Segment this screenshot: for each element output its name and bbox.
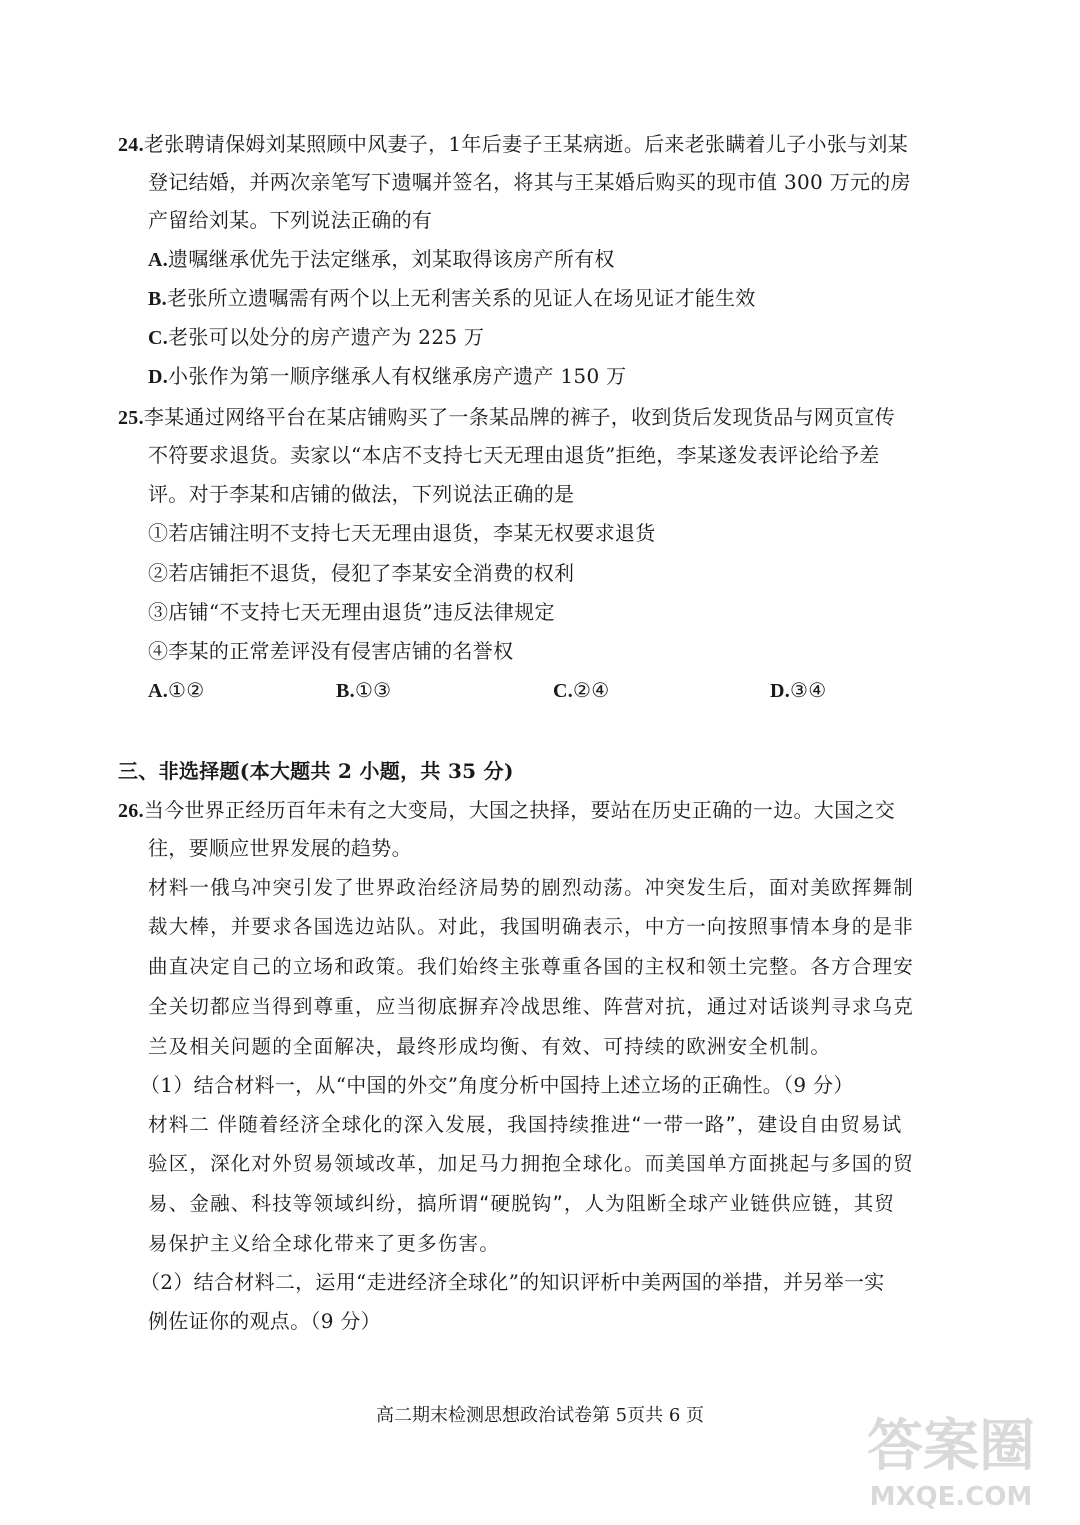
q26-material1-line5: 兰及相关问题的全面解决，最终形成均衡、有效、可持续的欧洲安全机制。 [148, 1035, 832, 1058]
q26-material1-line3: 曲直决定自己的立场和政策。我们始终主张尊重各国的主权和领土完整。各方合理安 [148, 955, 914, 978]
q25-option-a: A.①② [148, 678, 205, 702]
q25-statement-4: ④李某的正常差评没有侵害店铺的名誉权 [148, 639, 514, 663]
q26-subquestion-1: （1）结合材料一，从“中国的外交”角度分析中国持上述立场的正确性。（9 分） [140, 1073, 854, 1097]
q25-statement-3: ③店铺“不支持七天无理由退货”违反法律规定 [148, 600, 555, 624]
q26-material1-line4: 全关切都应当得到尊重，应当彻底摒弃冷战思维、阵营对抗，通过对话谈判寻求乌克 [148, 995, 914, 1018]
watermark-url: MXQE.COM [869, 1482, 1033, 1512]
page-footer: 高二期末检测思想政治试卷第 5页共 6 页 [375, 1405, 705, 1426]
q25-number: 25. [118, 407, 144, 429]
q25-line3: 评。对于李某和店铺的做法，下列说法正确的是 [148, 482, 575, 506]
q26-material1-line1: 材料一俄乌冲突引发了世界政治经济局势的剧烈动荡。冲突发生后，面对美欧挥舞制 [148, 876, 914, 899]
q24-option-d: D.小张作为第一顺序继承人有权继承房产遗产 150 万 [148, 364, 627, 388]
q24-line3: 产留给刘某。下列说法正确的有 [148, 208, 433, 232]
q25-option-c: C.②④ [553, 678, 610, 702]
q25-option-b: B.①③ [336, 678, 392, 702]
section-3-title: 三、非选择题(本大题共 2 小题，共 35 分) [118, 759, 514, 783]
q24-line1: 24.老张聘请保姆刘某照顾中风妻子，1年后妻子王某病逝。后来老张瞒着儿子小张与刘某 [118, 132, 909, 156]
q26-subquestion-2-line1: （2）结合材料二，运用“走进经济全球化”的知识评析中美两国的举措，并另举一实 [140, 1270, 885, 1294]
q26-subquestion-2-line2: 例佐证你的观点。（9 分） [148, 1309, 381, 1333]
q26-material2-line2: 验区，深化对外贸易领域改革，加足马力拥抱全球化。而美国单方面挑起与多国的贸 [148, 1152, 914, 1175]
q24-option-a: A.遗嘱继承优先于法定继承，刘某取得该房产所有权 [148, 247, 615, 271]
q25-statement-1: ①若店铺注明不支持七天无理由退货，李某无权要求退货 [148, 521, 656, 545]
q26-material2-line1: 材料二 伴随着经济全球化的深入发展，我国持续推进“一带一路”，建设自由贸易试 [148, 1113, 903, 1136]
q26-line1: 26.当今世界正经历百年未有之大变局，大国之抉择，要站在历史正确的一边。大国之交 [118, 798, 896, 822]
q25-statement-2: ②若店铺拒不退货，侵犯了李某安全消费的权利 [148, 561, 575, 585]
q25-line1: 25.李某通过网络平台在某店铺购买了一条某品牌的裤子，收到货后发现货品与网页宣传 [118, 405, 896, 429]
q26-material1-line2: 裁大棒，并要求各国选边站队。对此，我国明确表示，中方一向按照事情本身的是非 [148, 915, 914, 938]
q26-material2-line4: 易保护主义给全球化带来了更多伤害。 [148, 1232, 500, 1255]
watermark-title: 答案圈 [867, 1414, 1035, 1479]
q24-line2: 登记结婚，并两次亲笔写下遗嘱并签名，将其与王某婚后购买的现市值 300 万元的房 [148, 170, 911, 194]
q25-line2: 不符要求退货。卖家以“本店不支持七天无理由退货”拒绝，李某遂发表评论给予差 [148, 443, 880, 467]
q25-option-d: D.③④ [770, 678, 827, 702]
q24-number: 24. [118, 134, 144, 156]
q24-option-b: B.老张所立遗嘱需有两个以上无利害关系的见证人在场见证才能生效 [148, 286, 756, 310]
q26-material2-line3: 易、金融、科技等领域纠纷，搞所谓“硬脱钩”，人为阻断全球产业链供应链，其贸 [148, 1192, 896, 1215]
q24-option-c: C.老张可以处分的房产遗产为 225 万 [148, 325, 485, 349]
watermark-logo [833, 1397, 1068, 1517]
q26-number: 26. [118, 800, 144, 822]
q26-line2: 往，要顺应世界发展的趋势。 [148, 836, 412, 860]
